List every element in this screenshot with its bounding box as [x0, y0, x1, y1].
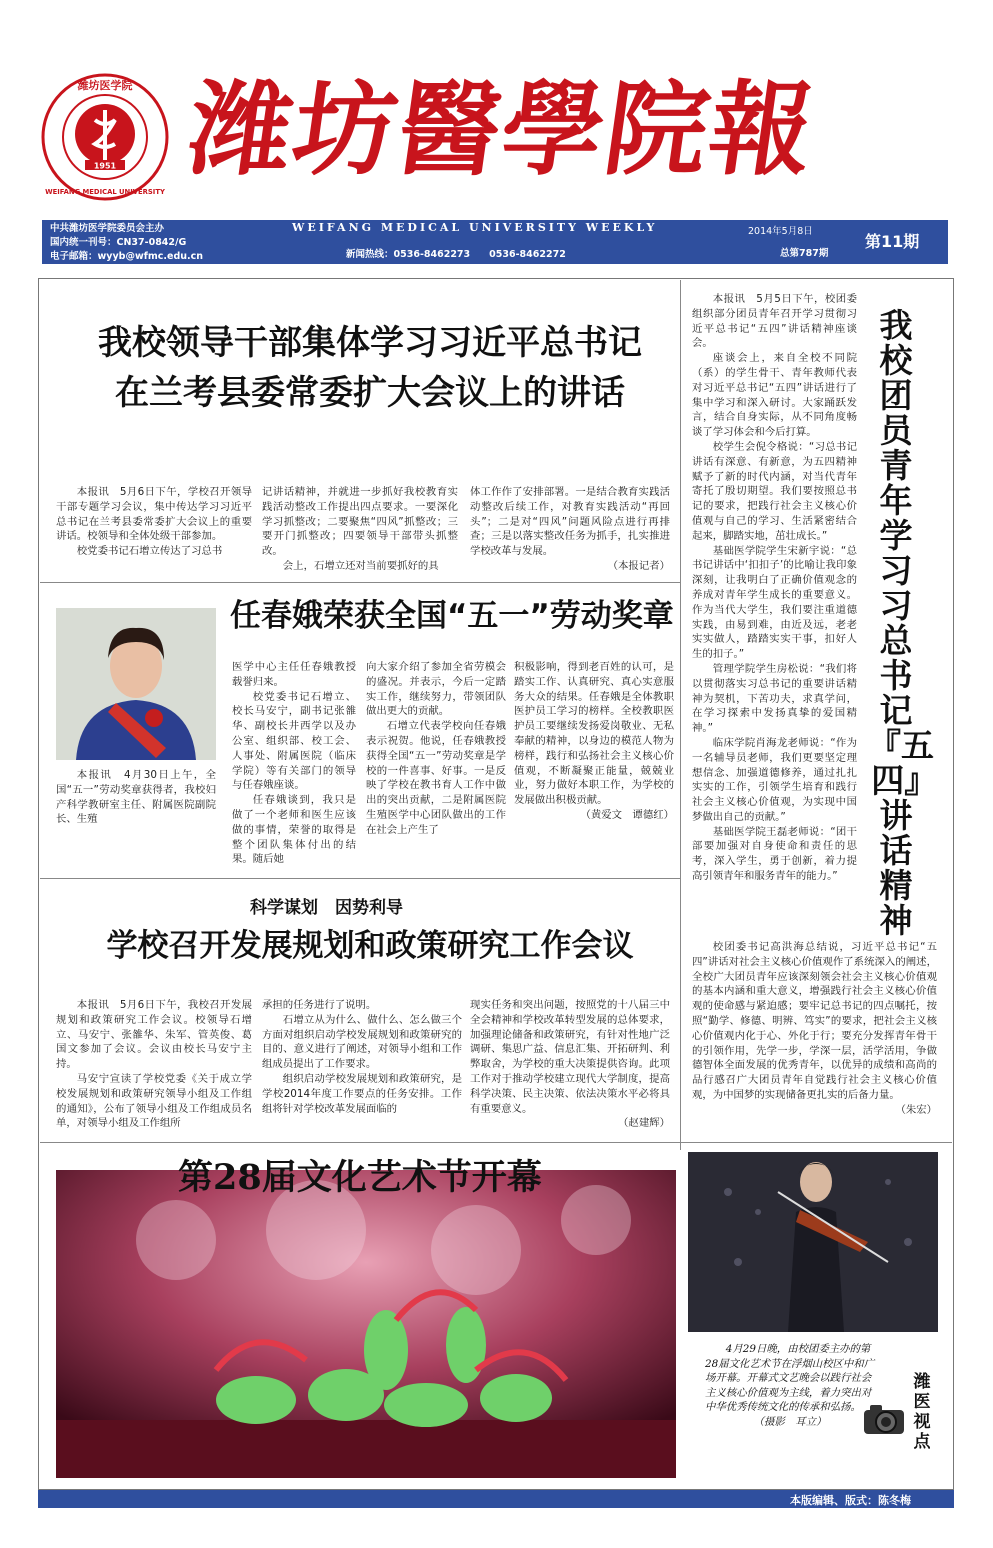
lead-paragraph: 校党委书记石增立传达了习总书	[76, 545, 223, 558]
plan-paragraph: 组织启动学校发展规划和政策研究，是学校2014年度工作要点的任务安排。工作组将针对学校改革发展面临的	[262, 1072, 462, 1115]
lead-headline	[60, 318, 680, 418]
ren-byline: （黄爱文 谭德红）	[580, 808, 674, 821]
sidebar-paragraph: 临床学院肖海龙老师说：“作为一名辅导员老师，我们更要坚定理想信念、加强道德修养，通过扎扎实实的工作，引领学生培育和践行社会主义核心价值观，为实现中国梦做出自己的贡献。”	[692, 736, 857, 823]
ren-column-4	[514, 660, 674, 823]
ren-column-1	[56, 768, 216, 827]
cn-number: 国内统一刊号：CN37-0842/G	[50, 237, 187, 248]
plan-paragraph: 承担的任务进行了说明。	[262, 999, 377, 1011]
issue-info	[712, 220, 948, 264]
plan-paragraph: 本报讯 5月6日下午，我校召开发展规划和政策研究工作会议。校领导石增立、马安宁、张雒华、朱军、管英俊、葛国文参加了会议。会议由校长马安宁主持。	[56, 999, 252, 1071]
total-issue: 总第787期	[780, 248, 829, 259]
sidebar-paragraph: 基础医学院学生宋新宇说：“总书记讲话中‘扣扣子’的比喻让我印象深刻，让我明白了正确价值观念的养成对青年学生成长的重要意义。作为当代大学生，我们要注重道德实践，由易到难，由近及远，老老实实做人，踏踏实实干事，扣好人生的扣子。”	[692, 544, 857, 661]
sponsor: 中共潍坊医学院委员会主办	[50, 223, 165, 234]
camera-icon	[862, 1402, 906, 1436]
festival-photo-credit: （摄影 耳立）	[753, 1415, 827, 1428]
sidebar-column-top	[692, 292, 857, 884]
plan-paragraph: 石增立从为什么、做什么、怎么做三个方面对组织启动学校发展规划和政策研究的目的、意义进行了阐述，对领导小组和工作组成员提出了工作要求。	[262, 1013, 462, 1071]
plan-paragraph: 现实任务和突出问题，按照党的十八届三中全会精神和学校改革转型发展的总体要求，加强理论储备和政策研究，有针对性地广泛调研、集思广益、信息汇集、开拓研判、利弊取舍，为学校的重大决策提供咨询。此项工作对于推动学校建立现代大学制度，提高科学决策、民主决策、依法决策水平必将具有重要意义。	[470, 999, 670, 1115]
ren-paragraph: 积极影响，得到老百姓的认可，是踏实工作、认真研究、真心实意服务大众的结果。任春娥是全体教职医护员工学习的榜样。全校教职医护员工要继续发扬爱岗敬业、无私奉献的精神，以身边的模范人物为榜样，践行和弘扬社会主义核心价值观，不断凝聚正能量，兢兢业业，努力做好本职工作，为学校的发展做出积极贡献。	[514, 661, 674, 807]
university-logo	[40, 72, 170, 202]
plan-byline: （赵建辉）	[618, 1117, 670, 1130]
festival-headline: 第28届文化艺术节开幕	[178, 1157, 542, 1198]
festival-caption-text: 4月29日晚，由校团委主办的第28届文化艺术节在浮烟山校区中和广场开幕。开幕式文艺晚会以践行社会主义核心价值观为主线，着力突出对中华优秀传统文化的传承和弘扬。	[705, 1343, 875, 1413]
ren-paragraph: 校党委书记石增立、校长马安宁，副书记张雒华、副校长井西学以及办公室、组织部、校工会、人事处、附属医院（临床学院）等有关部门的领导与任春娥座谈。	[232, 690, 356, 792]
ren-column-3	[366, 660, 506, 838]
logo-cn-name: 潍坊医学院	[77, 79, 133, 92]
sidebar-paragraph: 基础医学院王磊老师说：“团干部要加强对自身使命和责任的思考，深入学生，勇于创新，着力提高引领青年和服务青年的能力。”	[692, 825, 857, 883]
sidebar-paragraph: 管理学院学生房松说：“我们将以贯彻落实习总书记的重要讲话精神为契机，下苦功夫，求真学问，在学习探索中发扬真挚的爱国精神。”	[692, 662, 857, 735]
plan-headline: 学校召开发展规划和政策研究工作会议	[106, 928, 634, 964]
lead-column-3	[470, 485, 670, 574]
logo-en-name: WEIFANG MEDICAL UNIVERSITY	[45, 188, 165, 196]
column-divider	[680, 280, 681, 1150]
ren-paragraph: 任春娥谈到，我只是做了一个老师和医生应该做的事情，荣誉的取得是整个团队集体付出的结果。随后她	[232, 794, 356, 866]
festival-caption	[705, 1342, 875, 1429]
ren-paragraph: 本报讯 4月30日上午，全国“五一”劳动奖章获得者，我校妇产科学教研室主任、附属医院副院长、生殖	[56, 769, 216, 826]
sidebar-paragraph: 校学生会倪令格说：“习总书记讲话有深意、有新意，为五四精神赋予了新的时代内涵，对当代青年寄托了殷切期望。我们要按照总书记的要求，把践行社会主义核心价值观与自己的学习、生活紧密结合起来，脚踏实地，茁壮成长。”	[692, 440, 857, 542]
section-divider	[40, 1142, 952, 1143]
news-hotline: 新闻热线：0536-8462273 0536-8462272	[346, 249, 566, 260]
festival-stage-photo	[56, 1170, 676, 1478]
issue-date: 2014年5月8日	[748, 226, 813, 237]
violinist-photo	[688, 1152, 938, 1332]
plan-paragraph: 马安宁宣读了学校党委《关于成立学校发展规划和政策研究领导小组及工作组的通知》，公布了领导小组及工作组成员名单，对领导小组及工作组所	[56, 1072, 252, 1130]
ren-paragraph: 医学中心主任任春娥教授载誉归来。	[232, 661, 356, 688]
column-label: 潍医视点	[913, 1372, 931, 1452]
lead-paragraph: 本报讯 5月6日下午，学校召开领导干部专题学习会议，集中传达学习习近平总书记在兰考县委常委扩大会议上的重要讲话。校领导和全体处级干部参加。	[56, 486, 252, 543]
ren-paragraph: 向大家介绍了参加全省劳模会的盛况。并表示，今后一定踏实工作，继续努力，带领团队做出更大的贡献。	[366, 661, 506, 718]
lead-paragraph: 会上，石增立还对当前要抓好的具	[282, 559, 439, 572]
issue-number: 第11期	[865, 232, 920, 251]
sidebar-column-bottom	[692, 940, 937, 1118]
lead-paragraph: 体工作作了安排部署。一是结合教育实践活动整改后续工作，对教育实践活动“再回头”；二是对“四风”问题风险点进行再排查；三是以落实整改任务为抓手，扎实推进学校改革与发展。	[470, 486, 670, 558]
ren-portrait-photo	[56, 608, 216, 760]
plan-subheadline: 科学谋划 因势利导	[250, 898, 403, 918]
sidebar-paragraph: 校团委书记高洪海总结说，习近平总书记“五四”讲话对社会主义核心价值观作了系统深入的阐述，全校广大团员青年应该深刻领会社会主义核心价值观的基本内涵和重大意义，增强践行社会主义核心价值观的使命感与紧迫感；要牢记总书记的四点嘱托，按照“勤学、修德、明辨、笃实”的要求，把社会主义核心价值观内化于心、外化于行；要充分发挥青年骨干的引领作用，先学一步，学深一层，活学活用，争做德智体全面发展的优秀青年，以优异的成绩和高尚的品行感召广大团员青年自觉践行社会主义核心价值观，为中国梦的实现储备更扎实的后备力量。	[692, 941, 937, 1101]
lead-column-1	[56, 485, 252, 559]
sidebar-paragraph: 本报讯 5月5日下午，校团委组织部分团员青年召开学习贯彻习近平总书记“五四”讲话精神座谈会。	[692, 293, 857, 350]
publication-info	[42, 220, 272, 264]
sidebar-headline: 我校团员青年学习习总书记『五四』讲话精神	[868, 306, 934, 940]
ren-column-2	[232, 660, 356, 867]
newspaper-title: 潍坊醫學院報	[181, 70, 823, 190]
plan-column-3	[470, 998, 670, 1131]
lead-headline-line1: 我校领导干部集体学习习近平总书记	[98, 323, 642, 363]
masthead-bar	[272, 220, 712, 264]
lead-headline-line2: 在兰考县委常委扩大会议上的讲话	[115, 373, 625, 413]
page-editor-credit: 本版编辑、版式：陈冬梅	[790, 1494, 911, 1507]
ren-headline: 任春娥荣获全国“五一”劳动奖章	[230, 598, 674, 634]
plan-column-2	[262, 998, 462, 1116]
sidebar-byline: （朱宏）	[895, 1103, 937, 1116]
logo-year: 1951	[93, 161, 117, 171]
section-divider	[40, 878, 680, 879]
lead-column-2	[262, 485, 458, 574]
plan-column-1	[56, 998, 252, 1131]
section-divider	[40, 582, 680, 583]
weekly-label: WEIFANG MEDICAL UNIVERSITY WEEKLY	[292, 221, 658, 234]
ren-paragraph: 石增立代表学校向任春娥表示祝贺。他说，任春娥教授获得全国“五一”劳动奖章是学校的一件喜事、好事。一是反映了学校在教书育人工作中做出的突出贡献，二是附属医院生殖医学中心团队做出的工作在社会上产生了	[366, 720, 506, 836]
lead-paragraph: 记讲话精神，并就进一步抓好我校教育实践活动整改工作提出四点要求。一要深化学习抓整改；二要聚焦“四风”抓整改；三要开门抓整改；四要领导干部带头抓整改。	[262, 486, 458, 558]
sidebar-paragraph: 座谈会上，来自全校不同院（系）的学生骨干、青年教师代表对习近平总书记“五四”讲话进行了集中学习和深入研讨。大家踊跃发言，结合自身实际，从不同角度畅谈了学习体会和今后打算。	[692, 352, 857, 439]
lead-byline: （本报记者）	[607, 559, 670, 572]
email: 电子邮箱：wyyb@wfmc.edu.cn	[50, 251, 204, 262]
